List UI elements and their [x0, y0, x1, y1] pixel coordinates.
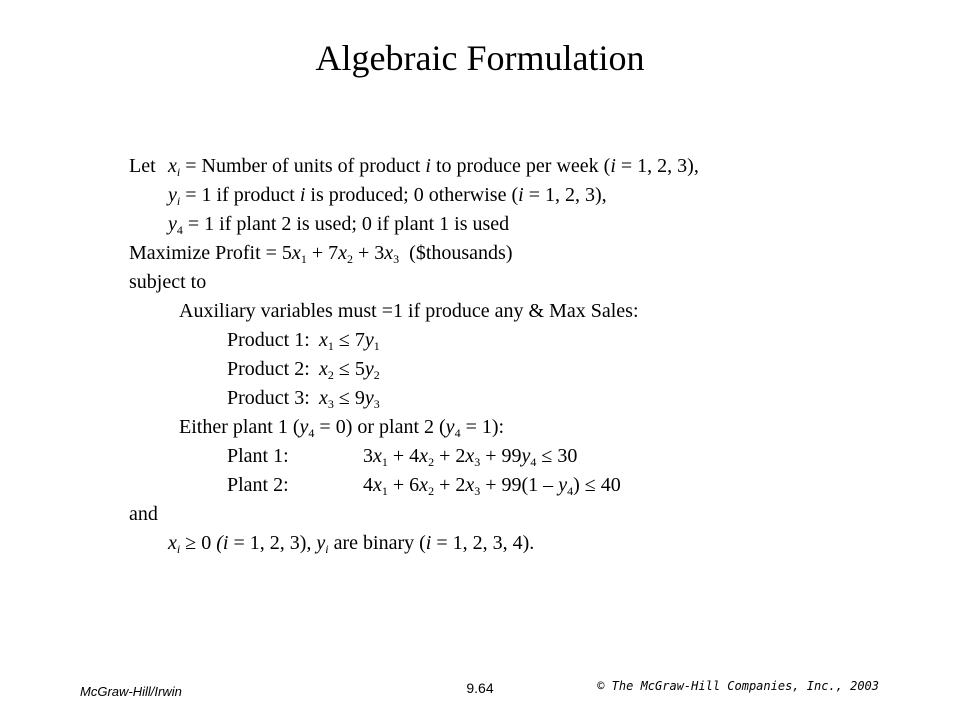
objective: [129, 239, 929, 268]
product-1-expr: $x_1 \le 7y_1$: [319, 329, 380, 353]
constraint-plant-1: [129, 442, 929, 471]
footer-publisher: McGraw-Hill/Irwin: [80, 684, 182, 699]
product-2-label: Product 2:: [227, 358, 310, 380]
either-or-header: [129, 413, 929, 442]
objective-text: Maximize Profit = $5x_1 + 7x_2 + 3x_3$ ($thousands): [129, 242, 513, 266]
let-label: Let: [129, 155, 156, 177]
footer-slide-number: 9.64: [466, 680, 494, 696]
definition-y4: [129, 210, 929, 239]
definition-y: [129, 181, 929, 210]
constraint-product-3: [129, 384, 929, 413]
plant-1-expr: $3x_1 + 4x_2 + 2x_3 + 99y_4 \le 30$: [363, 445, 578, 469]
nonnegativity: [129, 529, 929, 558]
constraint-plant-2: [129, 471, 929, 500]
constraint-product-2: [129, 355, 929, 384]
nonnegativity-expr: $x_i \ge 0$ (i = 1, 2, 3), $y_i$ are binary (i = 1, 2, 3, 4).: [168, 532, 535, 556]
plant-2-expr: $4x_1 + 6x_2 + 2x_3 + 99(1 - y_4) \le 40$: [363, 474, 621, 498]
product-3-label: Product 3:: [227, 387, 310, 409]
plant-1-label: Plant 1:: [227, 445, 289, 467]
slide-title: Algebraic Formulation: [315, 38, 645, 78]
either-or-text: Either plant 1 $(y_4 = 0)$ or plant 2 $(y_4 = 1)$:: [179, 416, 505, 440]
x-definition: $x_i$ = Number of units of product i to produce per week (i = 1, 2, 3),: [168, 155, 699, 179]
y4-definition: $y_4 = 1$ if plant 2 is used; 0 if plant 1 is used: [168, 213, 510, 237]
formulation-body: [129, 152, 929, 558]
plant-2-label: Plant 2:: [227, 474, 289, 496]
aux-header: Auxiliary variables must =1 if produce any & Max Sales:: [179, 300, 639, 322]
product-1-label: Product 1:: [227, 329, 310, 351]
and-label: and: [129, 503, 158, 525]
footer-copyright: © The McGraw-Hill Companies, Inc., 2003: [597, 679, 879, 693]
subject-to: subject to: [129, 271, 207, 293]
product-3-expr: $x_3 \le 9y_3$: [319, 387, 380, 411]
definition-x: [129, 152, 929, 181]
y-definition: $y_i = 1$ if product i is produced; 0 otherwise (i = 1, 2, 3),: [168, 184, 607, 208]
product-2-expr: $x_2 \le 5y_2$: [319, 358, 380, 382]
constraint-product-1: [129, 326, 929, 355]
